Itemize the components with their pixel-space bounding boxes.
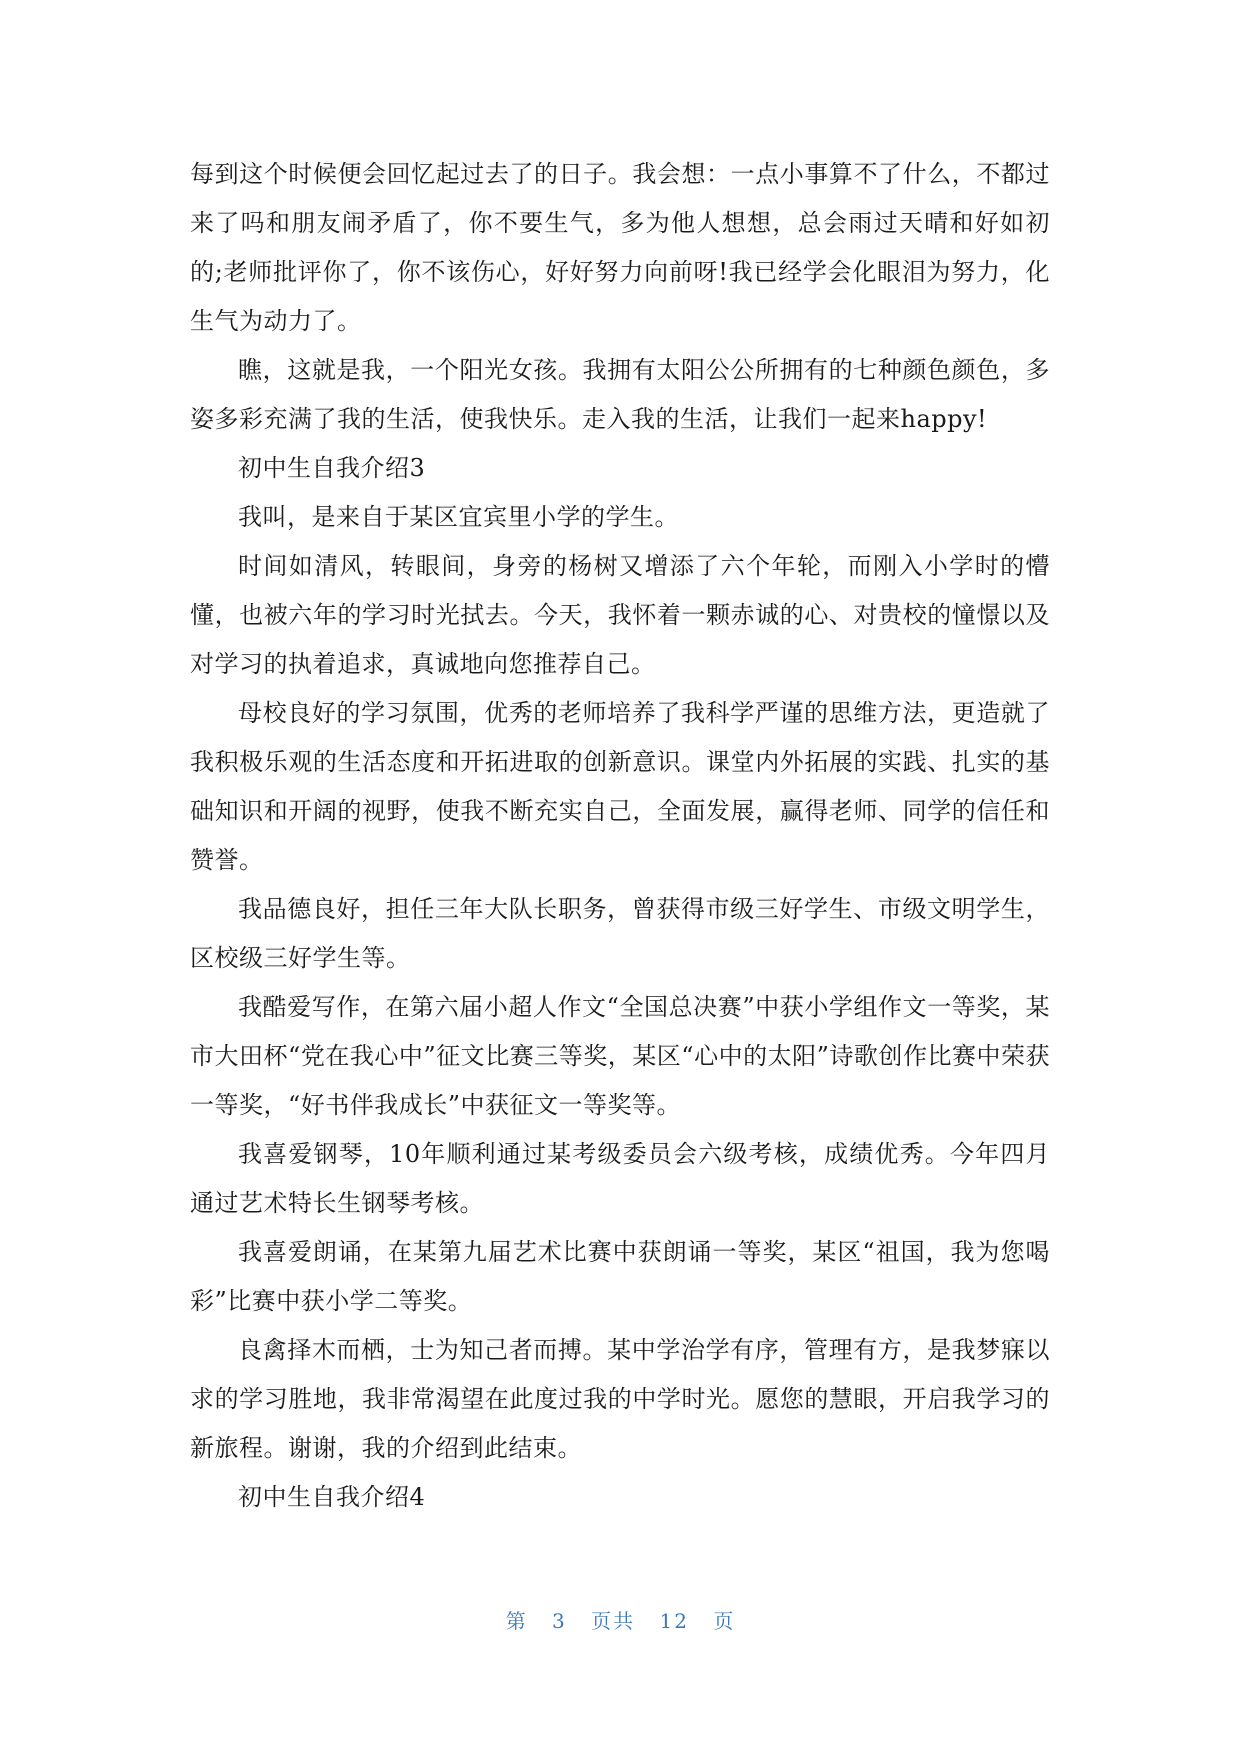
paragraph: 瞧，这就是我，一个阳光女孩。我拥有太阳公公所拥有的七种颜色颜色，多姿多彩充满了我的生活，使我快乐。走入我的生活，让我们一起来happy! <box>190 356 1050 433</box>
paragraph: 我品德良好，担任三年大队长职务，曾获得市级三好学生、市级文明学生，区校级三好学生等。 <box>190 895 1050 972</box>
paragraph: 我酷爱写作，在第六届小超人作文“全国总决赛”中获小学组作文一等奖，某市大田杯“党在我心中”征文比赛三等奖，某区“心中的太阳”诗歌创作比赛中荣获一等奖，“好书伴我成长”中获征文一等奖等。 <box>190 993 1050 1119</box>
page-footer <box>0 1605 1241 1634</box>
paragraph: 我喜爱钢琴，10年顺利通过某考级委员会六级考核，成绩优秀。今年四月通过艺术特长生钢琴考核。 <box>190 1140 1050 1217</box>
paragraph: 我叫，是来自于某区宜宾里小学的学生。 <box>238 503 679 531</box>
paragraph: 我喜爱朗诵，在某第九届艺术比赛中获朗诵一等奖，某区“祖国，我为您喝彩”比赛中获小学二等奖。 <box>190 1238 1050 1315</box>
document-body <box>190 150 1050 1522</box>
paragraph: 时间如清风，转眼间，身旁的杨树又增添了六个年轮，而刚入小学时的懵懂，也被六年的学习时光拭去。今天，我怀着一颗赤诚的心、对贵校的憧憬以及对学习的执着追求，真诚地向您推荐自己。 <box>190 552 1050 678</box>
paragraph: 每到这个时候便会回忆起过去了的日子。我会想：一点小事算不了什么，不都过来了吗和朋友闹矛盾了，你不要生气，多为他人想想，总会雨过天晴和好如初的;老师批评你了，你不该伤心，好好努力向前呀!我已经学会化眼泪为努力，化生气为动力了。 <box>190 160 1050 335</box>
section-heading: 初中生自我介绍4 <box>238 1483 426 1511</box>
footer-total-pages: 12 <box>659 1609 689 1633</box>
footer-middle: 页共 <box>591 1609 636 1633</box>
paragraph: 母校良好的学习氛围，优秀的老师培养了我科学严谨的思维方法，更造就了我积极乐观的生活态度和开拓进取的创新意识。课堂内外拓展的实践、扎实的基础知识和开阔的视野，使我不断充实自己，全面发展，赢得老师、同学的信任和赞誉。 <box>190 699 1050 874</box>
paragraph: 良禽择木而栖，士为知己者而搏。某中学治学有序，管理有方，是我梦寐以求的学习胜地，我非常渴望在此度过我的中学时光。愿您的慧眼，开启我学习的新旅程。谢谢，我的介绍到此结束。 <box>190 1336 1050 1462</box>
section-heading: 初中生自我介绍3 <box>238 454 426 482</box>
footer-current-page: 3 <box>552 1609 567 1633</box>
footer-prefix: 第 <box>505 1609 528 1633</box>
footer-suffix: 页 <box>713 1609 736 1633</box>
